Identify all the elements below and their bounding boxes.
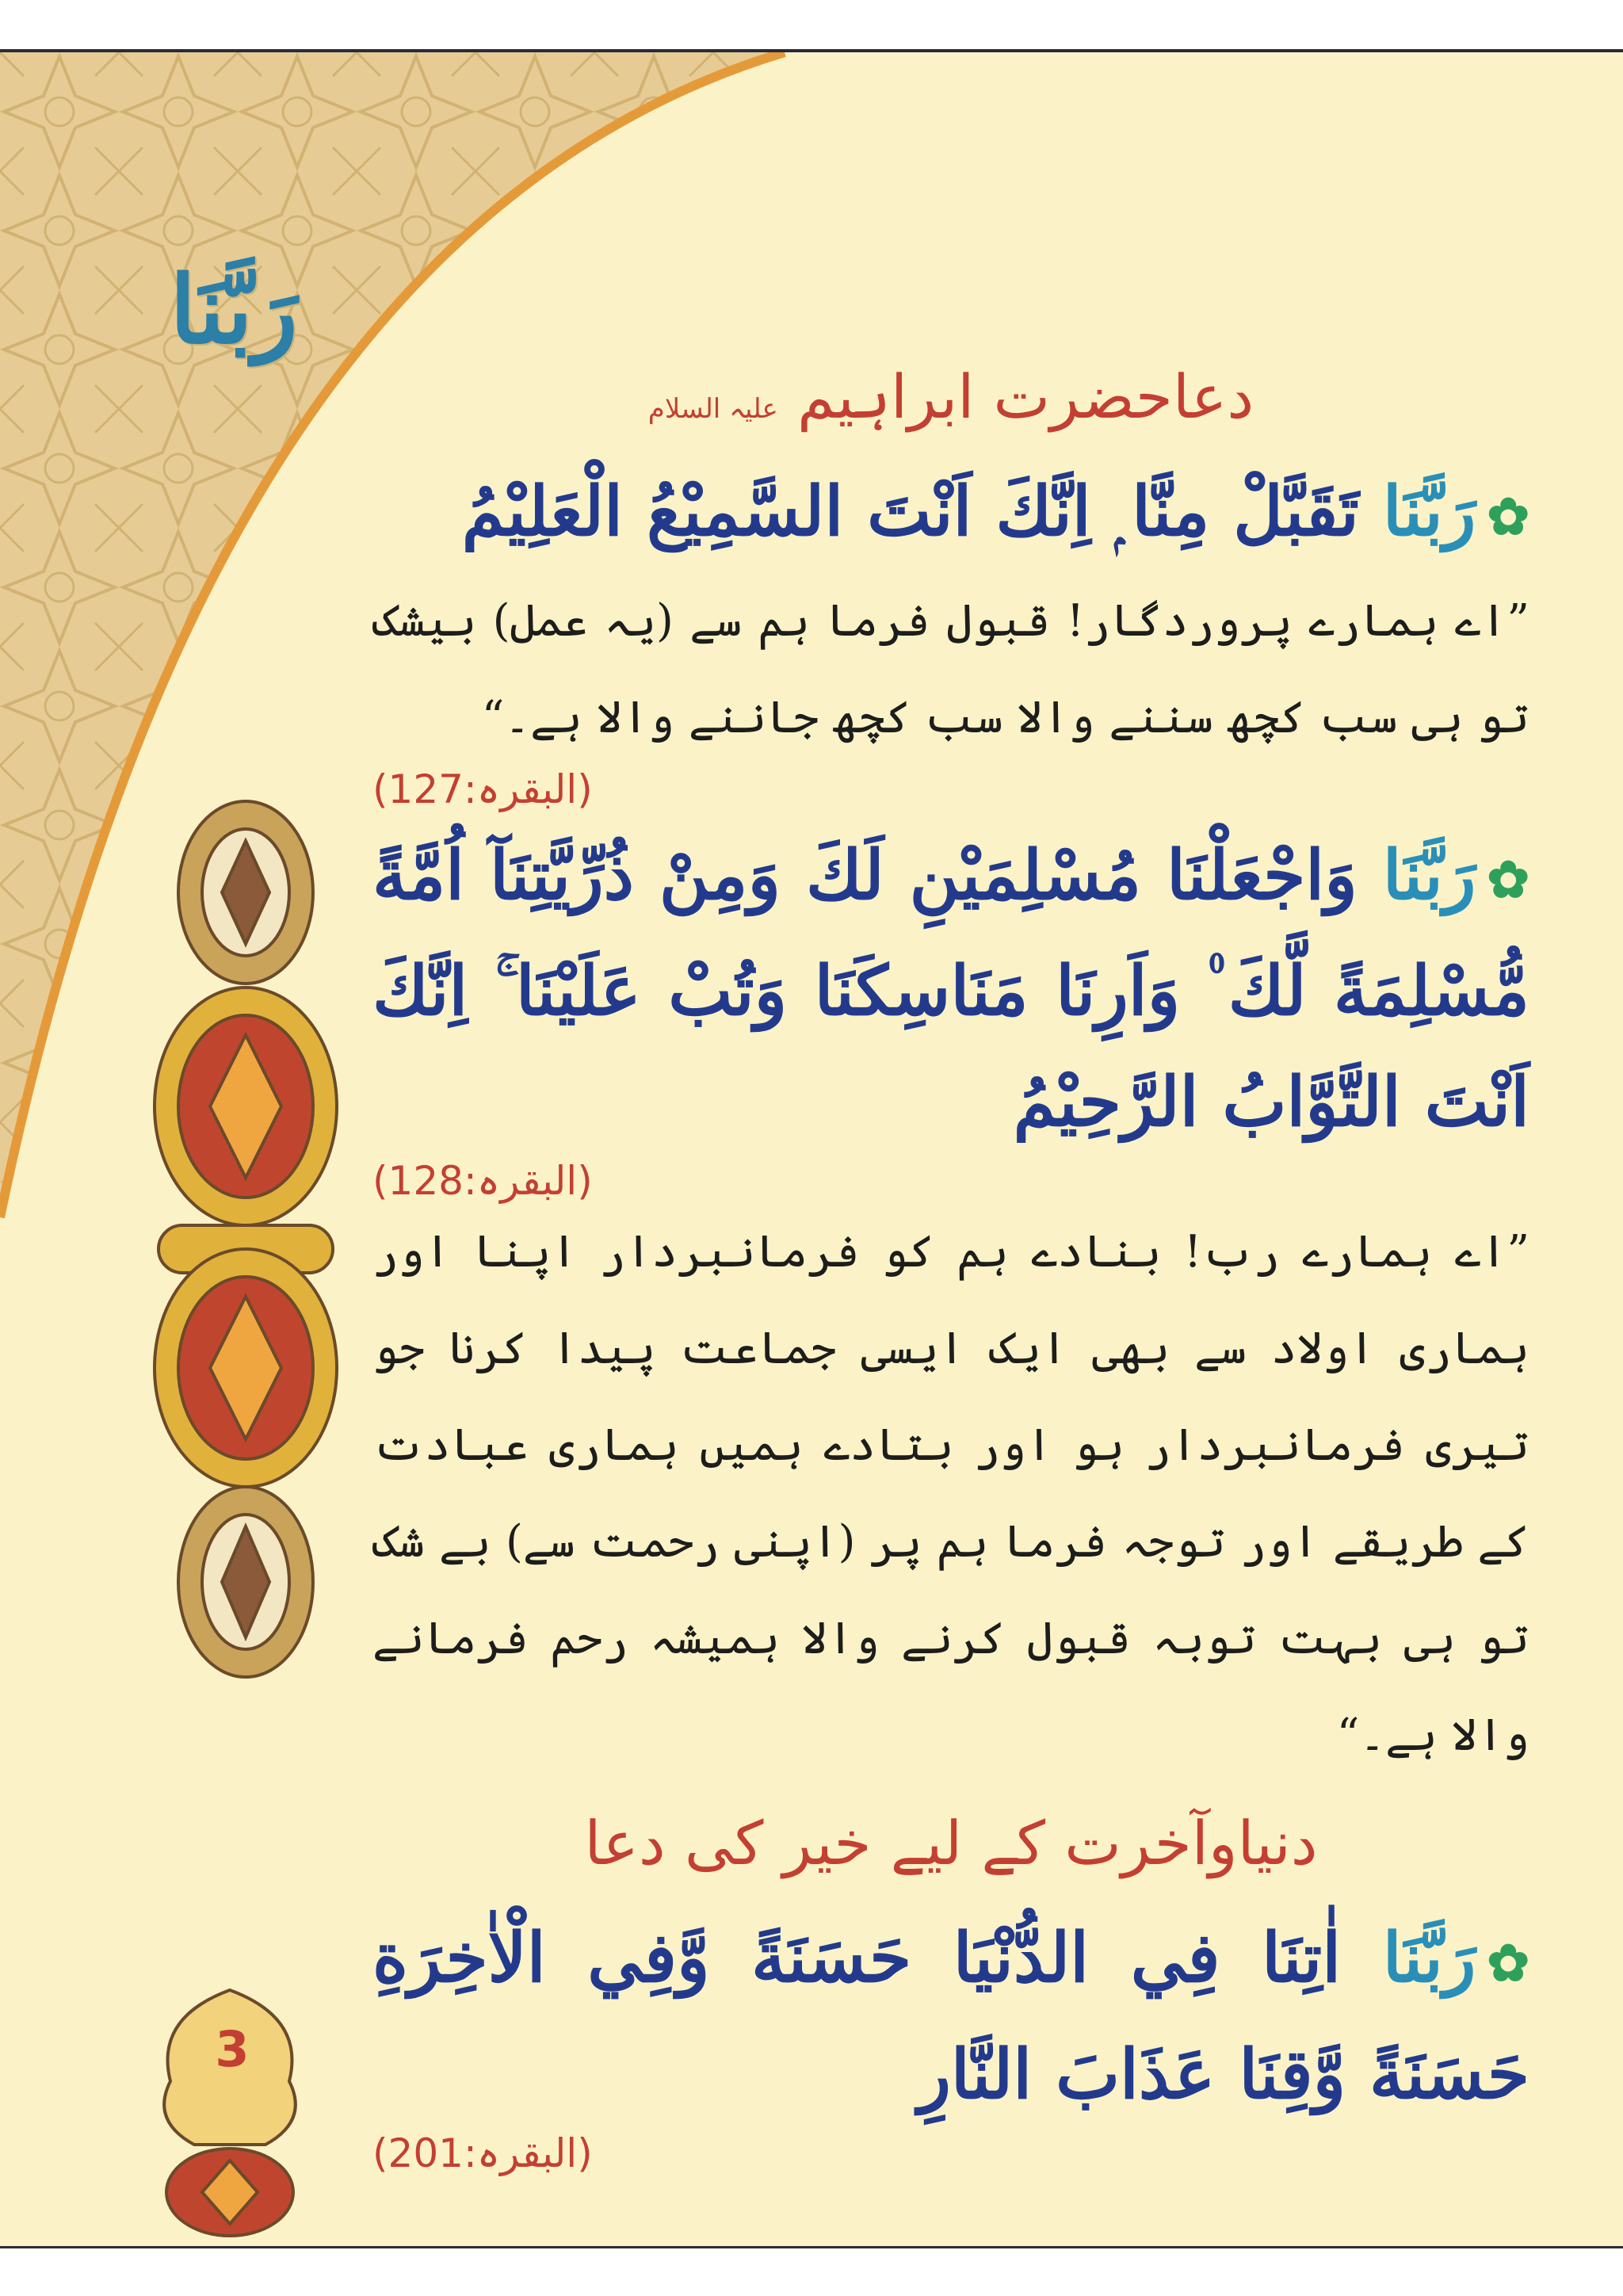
- translation-1: [372, 573, 1529, 766]
- dua-content: [372, 338, 1529, 2176]
- heading-text: دعاحضرت ابراہیم: [796, 361, 1254, 432]
- surah-reference: (البقرہ:127): [372, 766, 593, 812]
- page-card: [0, 49, 1623, 2248]
- dua-text: اٰتِنَا فِي الدُّنْيَا حَسَنَةً وَّفِي الْاٰخِرَةِ حَسَنَةً وَّقِنَا عَذَابَ النَّارِ: [372, 1918, 1529, 2115]
- section-heading-ibrahim: [372, 338, 1529, 457]
- page-number: 3: [215, 2020, 250, 2078]
- dua-text: وَاجْعَلْنَا مُسْلِمَيْنِ لَكَ وَمِنْ ذُرِّيَّتِنَآ اُمَّةً مُّسْلِمَةً لَّكَ ۠ وَاَرِنَا مَنَاسِكَنَا وَتُبْ عَلَيْنَا ۚ اِنَّكَ اَنْتَ التَّوَّابُ الرَّحِيْمُ: [372, 835, 1529, 1142]
- book-title-logo: رَبَّنَا: [170, 254, 298, 365]
- dua-text: تَقَبَّلْ مِنَّا ۭ اِنَّكَ اَنْتَ السَّمِيْعُ الْعَلِيْمُ: [461, 472, 1359, 552]
- translation-2: [372, 1204, 1529, 1784]
- dua-arabic-1: [372, 457, 1529, 573]
- flower-ornament-icon: ✿: [1487, 1933, 1529, 1993]
- dua-lead-word: رَبَّنَا: [1382, 1918, 1476, 1998]
- translation-text: ”اے ہمارے پروردگار! قبول فرما ہم سے (یہ عمل) بیشک تو ہی سب کچھ سننے والا سب کچھ جاننے والا ہے۔“: [372, 594, 1529, 743]
- translation-text: ”اے ہمارے رب! بنادے ہم کو فرمانبردار اپنا اور ہماری اولاد سے بھی ایک ایسی جماعت پیدا کرنا جو تیری فرمانبردار ہو اور بتادے ہمیں ہماری عبادت کے طریقے اور توجہ فرما ہم پر (اپنی رحمت سے) بے شک تو ہی بہت توبہ قبول کرنے والا ہمیشہ رحم فرمانے والا ہے۔“: [372, 1226, 1529, 1761]
- section-heading-dunya-akhirat: [372, 1784, 1529, 1903]
- heading-text: دنیاوآخرت کے لیے خیر کی دعا: [584, 1808, 1318, 1878]
- dua-arabic-3: [372, 1903, 1529, 2130]
- dua-lead-word: رَبَّنَا: [1382, 472, 1476, 552]
- dua-arabic-2: [372, 820, 1529, 1159]
- flower-ornament-icon: ✿: [1487, 487, 1529, 547]
- ornamental-medallion: [143, 797, 349, 1693]
- dua-lead-word: رَبَّنَا: [1382, 835, 1476, 915]
- surah-reference: (البقرہ:201): [372, 2130, 593, 2176]
- honorific-text: علیہ السلام: [647, 393, 778, 425]
- surah-reference: (البقرہ:128): [372, 1158, 593, 1204]
- flower-ornament-icon: ✿: [1487, 850, 1529, 910]
